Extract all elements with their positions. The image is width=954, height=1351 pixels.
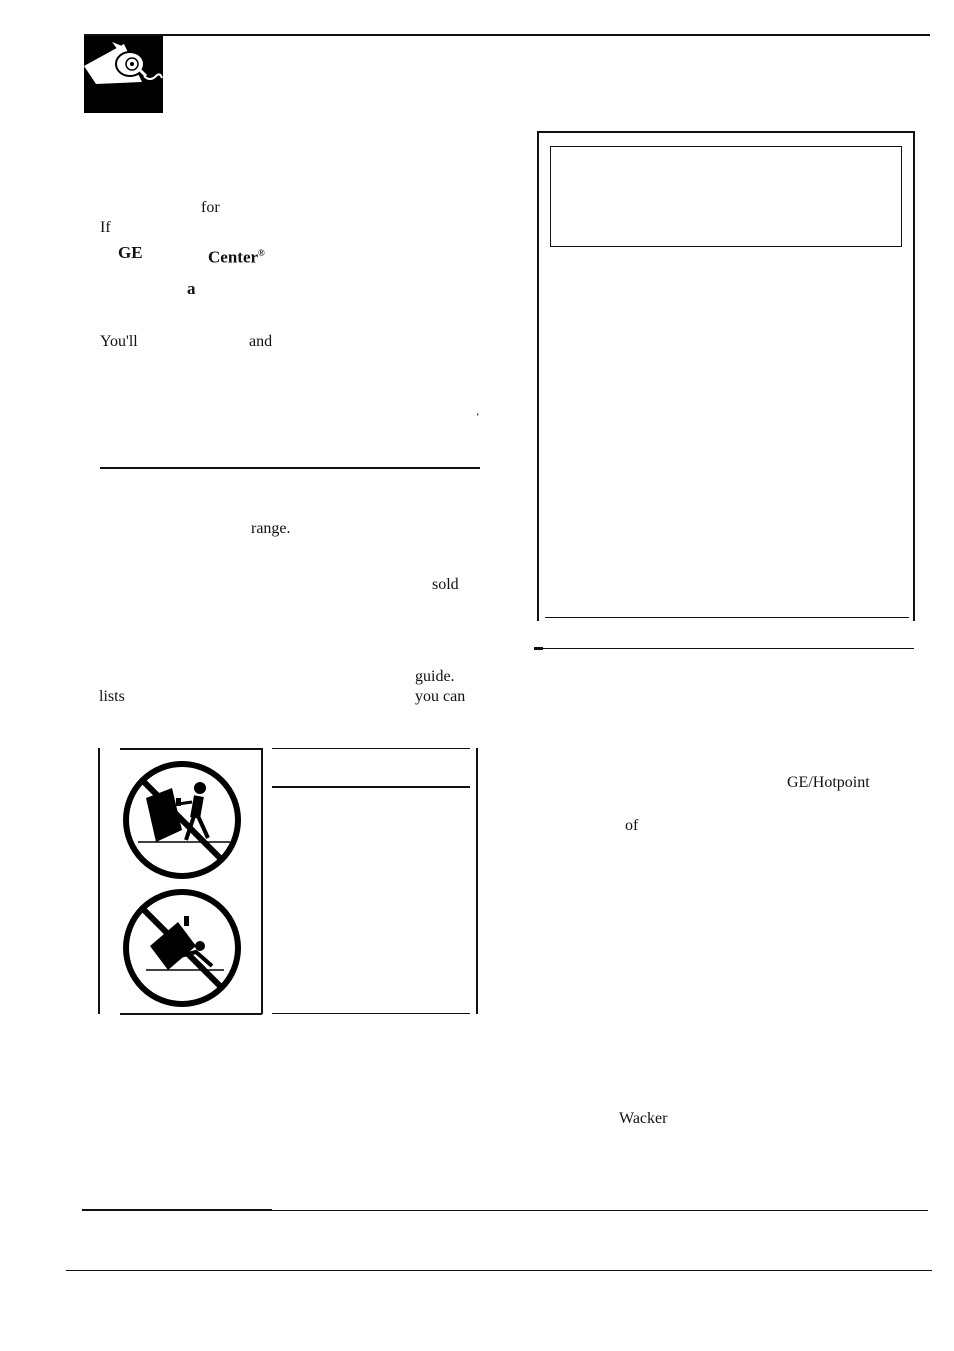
word-of: of (625, 817, 639, 834)
warning-panel-text-rule (272, 786, 470, 788)
no-climbing-on-door-icon (120, 758, 244, 882)
right-divider-tick (534, 647, 543, 650)
right-outer-bottom (545, 617, 909, 618)
registered-mark: ® (258, 248, 265, 258)
warning-panel-text-top (272, 748, 470, 749)
left-divider (100, 467, 480, 469)
word-center: Center® (208, 247, 265, 267)
right-inner-box (550, 146, 902, 247)
word-lists: lists (99, 688, 125, 705)
footer-rule-lower (66, 1270, 932, 1271)
no-sitting-on-door-icon (120, 886, 244, 1010)
warning-panel-image-bottom (120, 1013, 262, 1015)
word-a: a (187, 279, 196, 298)
warning-panel-right-rule (476, 748, 478, 1014)
right-outer-left (537, 131, 539, 621)
word-youll: You'll (100, 333, 138, 350)
word-and: and (249, 333, 273, 350)
word-guide: guide. (415, 668, 455, 685)
footer-rule-upper (82, 1210, 928, 1211)
warning-panel-image-top (120, 748, 262, 750)
right-divider (536, 648, 914, 649)
warning-panel-text-bottom (272, 1013, 470, 1014)
word-youcan: you can (415, 688, 466, 705)
warning-panel-left-rule (98, 748, 100, 1014)
right-outer-top (537, 131, 915, 133)
word-range: range. (251, 520, 291, 537)
word-ge: GE (118, 243, 143, 262)
word-sold: sold (432, 576, 459, 593)
stray-mark: ‘ (476, 411, 480, 423)
word-gehotpoint: GE/Hotpoint (787, 774, 870, 791)
word-wacker: Wacker (619, 1110, 668, 1127)
right-outer-right (913, 131, 915, 621)
word-if: If (100, 219, 111, 236)
warning-panel-image-side (261, 748, 263, 1014)
phone-service-icon (84, 36, 163, 113)
header-rule (84, 34, 930, 36)
word-for: for (201, 199, 220, 216)
